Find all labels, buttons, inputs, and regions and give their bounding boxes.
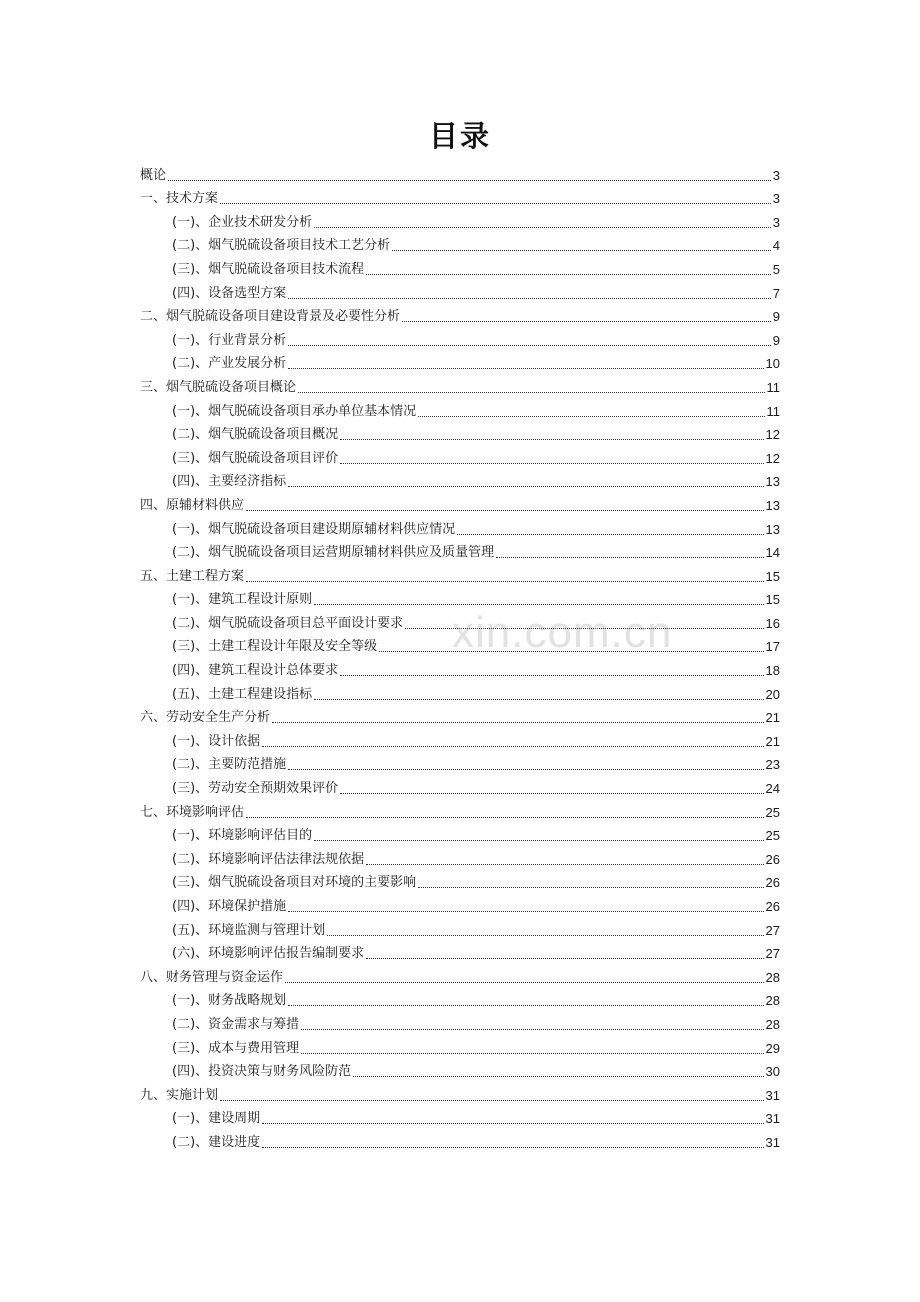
- toc-dot-leader: [262, 1147, 763, 1148]
- toc-subentry[interactable]: [140, 656, 780, 680]
- toc-dot-leader: [246, 510, 764, 511]
- watermark: xin.com.cn: [452, 608, 673, 657]
- toc-subentry[interactable]: [140, 350, 780, 374]
- toc-entry-label: 二、烟气脱硫设备项目建设背景及必要性分析: [140, 309, 401, 325]
- toc-dot-leader: [288, 368, 763, 369]
- toc-page-number: 9: [772, 332, 780, 348]
- toc-subentry[interactable]: [140, 539, 780, 563]
- toc-dot-leader: [246, 817, 764, 818]
- toc-page-number: 20: [765, 686, 780, 702]
- toc-dot-leader: [496, 557, 763, 558]
- toc-dot-leader: [366, 274, 771, 275]
- toc-page-number: 29: [765, 1040, 780, 1056]
- toc-dot-leader: [392, 250, 771, 251]
- toc-entry-label: (四)、投资决策与财务风险防范: [172, 1064, 352, 1080]
- toc-subentry[interactable]: [140, 279, 780, 303]
- toc-entry-label: (三)、烟气脱硫设备项目对环境的主要影响: [172, 875, 417, 891]
- toc-entry-label: (二)、建设进度: [172, 1134, 261, 1150]
- toc-subentry[interactable]: [140, 208, 780, 232]
- toc-dot-leader: [379, 651, 763, 652]
- toc-page-number: 28: [765, 969, 780, 985]
- toc-subentry[interactable]: [140, 869, 780, 893]
- toc-page-number: 9: [772, 309, 780, 325]
- toc-entry-label: 三、烟气脱硫设备项目概论: [140, 379, 297, 395]
- toc-dot-leader: [301, 1029, 763, 1030]
- toc-page-number: 27: [765, 946, 780, 962]
- toc-dot-leader: [353, 1076, 763, 1077]
- toc-subentry[interactable]: [140, 845, 780, 869]
- toc-subentry[interactable]: [140, 892, 780, 916]
- toc-subentry[interactable]: [140, 397, 780, 421]
- toc-subentry[interactable]: [140, 1010, 780, 1034]
- toc-entry[interactable]: [140, 1081, 780, 1105]
- toc-entry-label: (二)、环境影响评估法律法规依据: [172, 851, 365, 867]
- toc-entry[interactable]: [140, 704, 780, 728]
- toc-entry-label: (二)、烟气脱硫设备项目技术工艺分析: [172, 238, 391, 254]
- toc-entry-label: (二)、资金需求与筹措: [172, 1016, 300, 1032]
- toc-dot-leader: [340, 439, 763, 440]
- toc-page-number: 21: [765, 733, 780, 749]
- toc-subentry[interactable]: [140, 444, 780, 468]
- toc-entry-label: (一)、烟气脱硫设备项目承办单位基本情况: [172, 403, 417, 419]
- toc-entry[interactable]: [140, 185, 780, 209]
- toc-entry-label: (三)、烟气脱硫设备项目评价: [172, 450, 339, 466]
- toc-dot-leader: [314, 227, 771, 228]
- toc-dot-leader: [298, 392, 764, 393]
- toc-entry-label: 八、财务管理与资金运作: [140, 969, 284, 985]
- toc-page-number: 28: [765, 993, 780, 1009]
- toc-entry-label: (四)、主要经济指标: [172, 474, 287, 490]
- toc-entry-label: (二)、烟气脱硫设备项目概况: [172, 427, 339, 443]
- toc-entry-label: (一)、企业技术研发分析: [172, 214, 313, 230]
- toc-dot-leader: [301, 1053, 763, 1054]
- toc-subentry[interactable]: [140, 822, 780, 846]
- toc-page-number: 30: [765, 1064, 780, 1080]
- toc-subentry[interactable]: [140, 515, 780, 539]
- toc-dot-leader: [262, 1123, 763, 1124]
- toc-page-number: 16: [765, 615, 780, 631]
- toc-dot-leader: [246, 581, 764, 582]
- toc-entry-label: (一)、行业背景分析: [172, 332, 287, 348]
- toc-subentry[interactable]: [140, 727, 780, 751]
- toc-subentry[interactable]: [140, 421, 780, 445]
- toc-page-number: 13: [765, 497, 780, 513]
- toc-page-number: 18: [765, 663, 780, 679]
- toc-entry-label: (三)、劳动安全预期效果评价: [172, 781, 339, 797]
- toc-dot-leader: [288, 1005, 763, 1006]
- toc-page-number: 24: [765, 781, 780, 797]
- toc-dot-leader: [220, 203, 771, 204]
- toc-title: 目录: [428, 119, 491, 153]
- toc-entry-label: (一)、环境影响评估目的: [172, 828, 313, 844]
- toc-entry-label: (一)、建设周期: [172, 1111, 261, 1127]
- toc-page-number: 31: [765, 1111, 780, 1127]
- toc-page-number: 14: [765, 545, 780, 561]
- toc-dot-leader: [314, 699, 763, 700]
- toc-page-number: 21: [765, 710, 780, 726]
- toc-subentry[interactable]: [140, 1128, 780, 1152]
- toc-subentry[interactable]: [140, 680, 780, 704]
- toc-entry-label: 九、实施计划: [140, 1087, 219, 1103]
- toc-dot-leader: [405, 628, 763, 629]
- toc-subentry[interactable]: [140, 232, 780, 256]
- toc-entry-label: 五、土建工程方案: [140, 568, 245, 584]
- toc-dot-leader: [288, 486, 763, 487]
- toc-entry[interactable]: [140, 161, 780, 185]
- toc-entry-label: (六)、环境影响评估报告编制要求: [172, 946, 365, 962]
- toc-subentry[interactable]: [140, 916, 780, 940]
- toc-subentry[interactable]: [140, 774, 780, 798]
- toc-subentry[interactable]: [140, 326, 780, 350]
- toc-entry-label: (一)、设计依据: [172, 733, 261, 749]
- toc-entry-label: 七、环境影响评估: [140, 804, 245, 820]
- toc-entry-label: (二)、产业发展分析: [172, 356, 287, 372]
- toc-entry-label: (三)、烟气脱硫设备项目技术流程: [172, 261, 365, 277]
- toc-dot-leader: [340, 793, 763, 794]
- toc-entry-label: 一、技术方案: [140, 191, 219, 207]
- toc-entry-label: (一)、财务战略规划: [172, 993, 287, 1009]
- toc-entry-label: (四)、设备选型方案: [172, 285, 287, 301]
- toc-dot-leader: [402, 321, 771, 322]
- toc-entry-label: 概论: [140, 167, 167, 183]
- toc-dot-leader: [314, 840, 763, 841]
- toc-page-number: 12: [765, 427, 780, 443]
- toc-page-number: 10: [765, 356, 780, 372]
- toc-entry-label: (四)、环境保护措施: [172, 899, 287, 914]
- toc-dot-leader: [288, 298, 771, 299]
- toc-page-number: 13: [765, 521, 780, 537]
- toc-page-number: 5: [772, 261, 780, 277]
- toc-page-number: 15: [765, 568, 780, 584]
- toc-page-number: 25: [765, 828, 780, 844]
- toc-dot-leader: [340, 463, 763, 464]
- toc-page-number: 7: [772, 285, 780, 301]
- toc-page-number: 13: [765, 474, 780, 490]
- toc-page-number: 31: [765, 1134, 780, 1150]
- toc-page-number: 26: [765, 875, 780, 891]
- toc-page-number: 27: [765, 922, 780, 938]
- toc-page-number: 17: [765, 639, 780, 655]
- toc-dot-leader: [366, 864, 763, 865]
- toc-page-number: 23: [765, 757, 780, 773]
- toc-page-number: 11: [766, 379, 780, 395]
- toc-dot-leader: [168, 180, 771, 181]
- toc-list: [140, 161, 780, 1152]
- toc-subentry[interactable]: [140, 751, 780, 775]
- toc-page-number: 4: [772, 238, 780, 254]
- toc-page-number: 15: [765, 592, 780, 608]
- toc-subentry[interactable]: [140, 987, 780, 1011]
- toc-dot-leader: [314, 604, 763, 605]
- toc-page-number: 3: [772, 214, 780, 230]
- toc-entry-label: (二)、主要防范措施: [172, 757, 287, 773]
- toc-subentry[interactable]: [140, 633, 780, 657]
- toc-dot-leader: [288, 911, 763, 912]
- toc-entry[interactable]: [140, 303, 780, 327]
- toc-dot-leader: [418, 416, 764, 417]
- toc-entry-label: 四、原辅材料供应: [140, 497, 245, 513]
- toc-subentry[interactable]: [140, 1034, 780, 1058]
- toc-dot-leader: [366, 958, 763, 959]
- toc-entry[interactable]: [140, 963, 780, 987]
- toc-dot-leader: [272, 722, 764, 723]
- toc-page-number: 31: [765, 1087, 780, 1103]
- toc-entry[interactable]: [140, 562, 780, 586]
- toc-dot-leader: [288, 345, 771, 346]
- toc-subentry[interactable]: [140, 586, 780, 610]
- toc-page-number: 25: [765, 804, 780, 820]
- toc-dot-leader: [418, 887, 763, 888]
- toc-subentry[interactable]: [140, 609, 780, 633]
- toc-entry-label: (二)、烟气脱硫设备项目运营期原辅材料供应及质量管理: [172, 545, 495, 561]
- toc-dot-leader: [288, 769, 763, 770]
- toc-dot-leader: [457, 534, 763, 535]
- toc-entry-label: (四)、建筑工程设计总体要求: [172, 663, 339, 679]
- toc-subentry[interactable]: [140, 1105, 780, 1129]
- toc-entry[interactable]: [140, 373, 780, 397]
- toc-subentry[interactable]: [140, 940, 780, 964]
- toc-page-number: 28: [765, 1016, 780, 1032]
- toc-dot-leader: [285, 982, 764, 983]
- toc-page-number: 26: [765, 851, 780, 867]
- toc-page-number: 26: [765, 899, 780, 914]
- toc-entry-label: (三)、土建工程设计年限及安全等级: [172, 639, 378, 655]
- toc-page-number: 3: [772, 167, 780, 183]
- toc-entry-label: (三)、成本与费用管理: [172, 1040, 300, 1056]
- toc-entry-label: 六、劳动安全生产分析: [140, 710, 271, 726]
- toc-subentry[interactable]: [140, 255, 780, 279]
- toc-dot-leader: [220, 1100, 764, 1101]
- toc-entry-label: (一)、建筑工程设计原则: [172, 592, 313, 608]
- toc-page-number: 11: [766, 403, 780, 419]
- toc-entry-label: (五)、土建工程建设指标: [172, 686, 313, 702]
- toc-entry-label: (一)、烟气脱硫设备项目建设期原辅材料供应情况: [172, 521, 456, 537]
- toc-dot-leader: [327, 935, 763, 936]
- toc-entry-label: (五)、环境监测与管理计划: [172, 922, 326, 938]
- toc-entry[interactable]: [140, 491, 780, 515]
- toc-dot-leader: [340, 675, 763, 676]
- toc-page-number: 12: [765, 450, 780, 466]
- toc-subentry[interactable]: [140, 468, 780, 492]
- toc-page-number: 3: [772, 191, 780, 207]
- toc-entry[interactable]: [140, 798, 780, 822]
- toc-entry-label: (二)、烟气脱硫设备项目总平面设计要求: [172, 615, 404, 631]
- toc-dot-leader: [262, 746, 763, 747]
- toc-subentry[interactable]: [140, 1058, 780, 1082]
